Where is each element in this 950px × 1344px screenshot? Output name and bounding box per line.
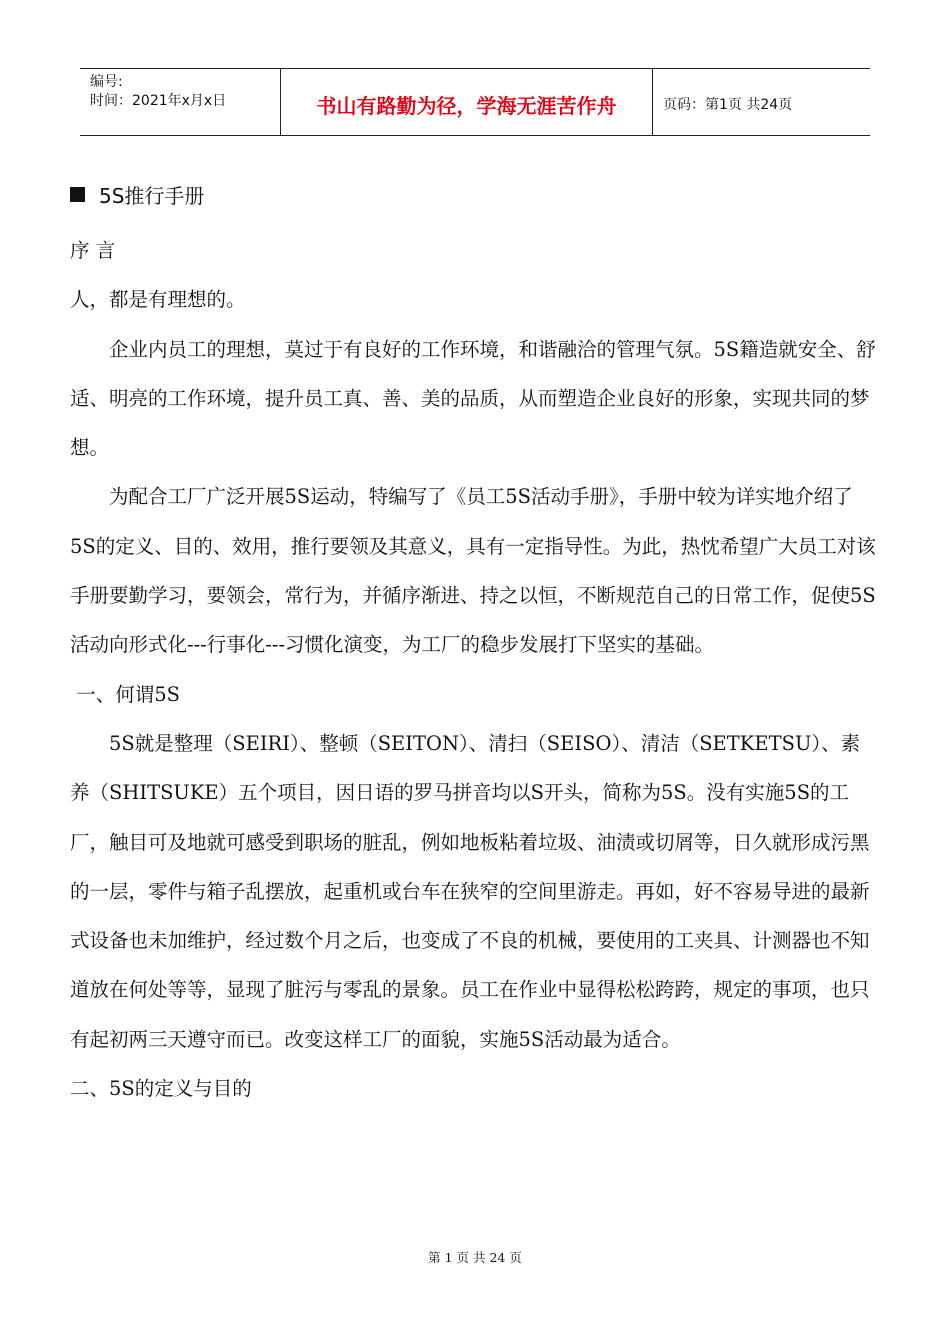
preface-heading: 序 言 xyxy=(70,239,116,262)
header-motto: 书山有路勤为径，学海无涯苦作舟 xyxy=(281,69,653,135)
paragraph: 企业内员工的理想，莫过于有良好的工作环境，和谐融洽的管理气氛。5S籍造就安全、舒适、明亮的工作环境，提升员工真、善、美的品质，从而塑造企业良好的形象，实现共同的梦想。 xyxy=(70,337,876,460)
number-label: 编号: xyxy=(90,74,123,90)
document-body xyxy=(70,226,878,1113)
paragraph: 5S就是整理（SEIRI）、整顿（SEITON）、清扫（SEISO）、清洁（SETKETSU）、素养（SHITSUKE）五个项目，因日语的罗马拼音均以S开头，简称为5S。没有实施5S的工厂，触目可及地就可感受到职场的脏乱，例如地板粘着垃圾、油渍或切屑等，日久就形成污黑的一层，零件与箱子乱摆放，起重机或台车在狭窄的空间里游走。再如，好不容易导进的最新式设备也未加维护，经过数个月之后，也变成了不良的机械，要使用的工夹具、计测器也不知道放在何处等等，显现了脏污与零乱的景象。员工在作业中显得松松跨跨，规定的事项，也只有起初两三天遵守而已。改变这样工厂的面貌，实施5S活动最为适合。 xyxy=(70,731,870,1051)
document-title-text: 5S推行手册 xyxy=(99,184,205,208)
section-heading-2: 二、5S的定义与目的 xyxy=(70,1077,252,1101)
document-title xyxy=(70,180,204,209)
page-footer: 第 1 页 共 24 页 xyxy=(428,1250,522,1265)
preface-opening: 人，都是有理想的。 xyxy=(70,288,246,312)
time-label: 时间：2021年x月x日 xyxy=(90,93,227,109)
section-heading-1: 一、何谓5S xyxy=(70,682,180,706)
header-meta-cell xyxy=(80,69,281,135)
header-table xyxy=(80,68,870,136)
header-page-info: 页码：第1页 共24页 xyxy=(663,97,793,113)
paragraph: 为配合工厂广泛开展5S运动，特编写了《员工5S活动手册》，手册中较为详实地介绍了5S的定义、目的、效用，推行要领及其意义，具有一定指导性。为此，热忱希望广大员工对该手册要勤学习，要领会，常行为，并循序渐进、持之以恒，不断规范自己的日常工作，促使5S活动向形式化---行事化---习惯化演变，为工厂的稳步发展打下坚实的基础。 xyxy=(70,485,876,657)
square-bullet-icon xyxy=(70,187,85,202)
